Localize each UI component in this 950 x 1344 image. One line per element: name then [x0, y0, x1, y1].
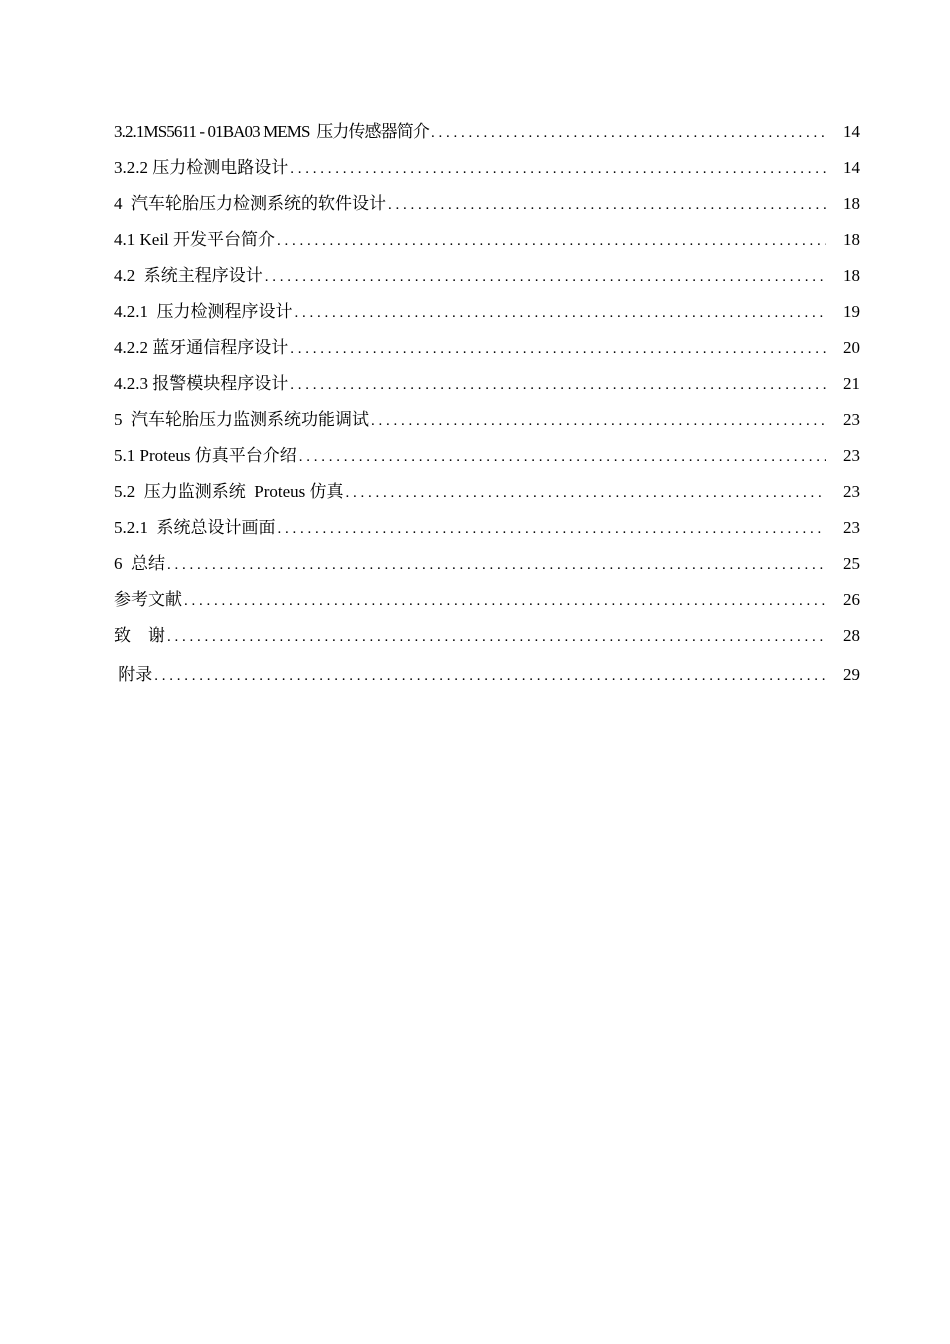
toc-dot-leader — [184, 583, 826, 619]
toc-entry-page: 20 — [843, 338, 860, 357]
toc-entry-title: 4.1 Keil 开发平台简介 — [114, 230, 276, 249]
toc-entry-title: 5 汽车轮胎压力监测系统功能调试 — [114, 410, 369, 429]
toc-entry-page: 23 — [843, 482, 860, 501]
toc-dot-leader — [290, 331, 826, 367]
toc-dot-leader — [290, 151, 826, 187]
toc-dot-leader — [167, 547, 826, 583]
toc-entry-page: 18 — [843, 194, 860, 213]
toc-entry-page: 23 — [843, 410, 860, 429]
toc-entry-title: 5.2 压力监测系统 Proteus 仿真 — [114, 482, 344, 501]
toc-entry[interactable] — [114, 186, 860, 222]
toc-entry-title: 4.2.2 蓝牙通信程序设计 — [114, 338, 289, 357]
toc-entry[interactable] — [114, 222, 860, 258]
toc-entry-page: 19 — [843, 302, 860, 321]
toc-entry-title: 6 总结 — [114, 554, 165, 573]
toc-entry[interactable] — [114, 474, 860, 510]
toc-entry-page: 23 — [843, 446, 860, 465]
toc-entry-page: 14 — [843, 158, 860, 177]
toc-entry[interactable] — [114, 510, 860, 546]
toc-entry[interactable] — [114, 150, 860, 186]
toc-entry-page: 14 — [843, 122, 860, 141]
toc-entry-title: 致 谢 — [114, 626, 165, 645]
toc-dot-leader — [299, 439, 826, 475]
toc-dot-leader — [154, 658, 826, 694]
toc-entry[interactable] — [114, 294, 860, 330]
toc-entry-title: 参考文献 — [114, 590, 182, 609]
toc-dot-leader — [167, 619, 826, 655]
toc-entry[interactable] — [114, 114, 860, 150]
toc-entry-title: 5.1 Proteus 仿真平台介绍 — [114, 446, 297, 465]
toc-entry-title: 3.2.2 压力检测电路设计 — [114, 158, 289, 177]
toc-entry[interactable] — [114, 618, 860, 654]
toc-entry[interactable] — [114, 438, 860, 474]
toc-entry-page: 28 — [843, 626, 860, 645]
toc-entry-page: 26 — [843, 590, 860, 609]
toc-entry-page: 29 — [843, 665, 860, 684]
toc-entry-title: 3.2.1MS5611 - 01BA03 MEMS 压力传感器简介 — [114, 122, 429, 141]
toc-entry-page: 25 — [843, 554, 860, 573]
toc-dot-leader — [290, 367, 826, 403]
toc-entry[interactable] — [114, 330, 860, 366]
toc-entry[interactable] — [114, 657, 860, 693]
toc-dot-leader — [431, 115, 826, 151]
toc-dot-leader — [277, 223, 826, 259]
toc-entry-title: 4 汽车轮胎压力检测系统的软件设计 — [114, 194, 386, 213]
toc-entry-page: 23 — [843, 518, 860, 537]
toc-dot-leader — [371, 403, 826, 439]
toc-entry-title: 4.2.3 报警模块程序设计 — [114, 374, 289, 393]
toc-entry[interactable] — [114, 258, 860, 294]
toc-dot-leader — [265, 259, 826, 295]
toc-dot-leader — [346, 475, 827, 511]
toc-entry[interactable] — [114, 366, 860, 402]
toc-dot-leader — [278, 511, 827, 547]
toc-entry-page: 18 — [843, 230, 860, 249]
toc-entry[interactable] — [114, 546, 860, 582]
table-of-contents — [114, 114, 860, 693]
toc-entry[interactable] — [114, 582, 860, 618]
toc-dot-leader — [295, 295, 827, 331]
toc-dot-leader — [388, 187, 826, 223]
toc-entry-page: 21 — [843, 374, 860, 393]
toc-entry-title: 5.2.1 系统总设计画面 — [114, 518, 276, 537]
toc-entry-title: 4.2 系统主程序设计 — [114, 266, 263, 285]
toc-entry-page: 18 — [843, 266, 860, 285]
toc-entry[interactable] — [114, 402, 860, 438]
toc-entry-title: 4.2.1 压力检测程序设计 — [114, 302, 293, 321]
toc-entry-title: 附录 — [114, 665, 153, 684]
